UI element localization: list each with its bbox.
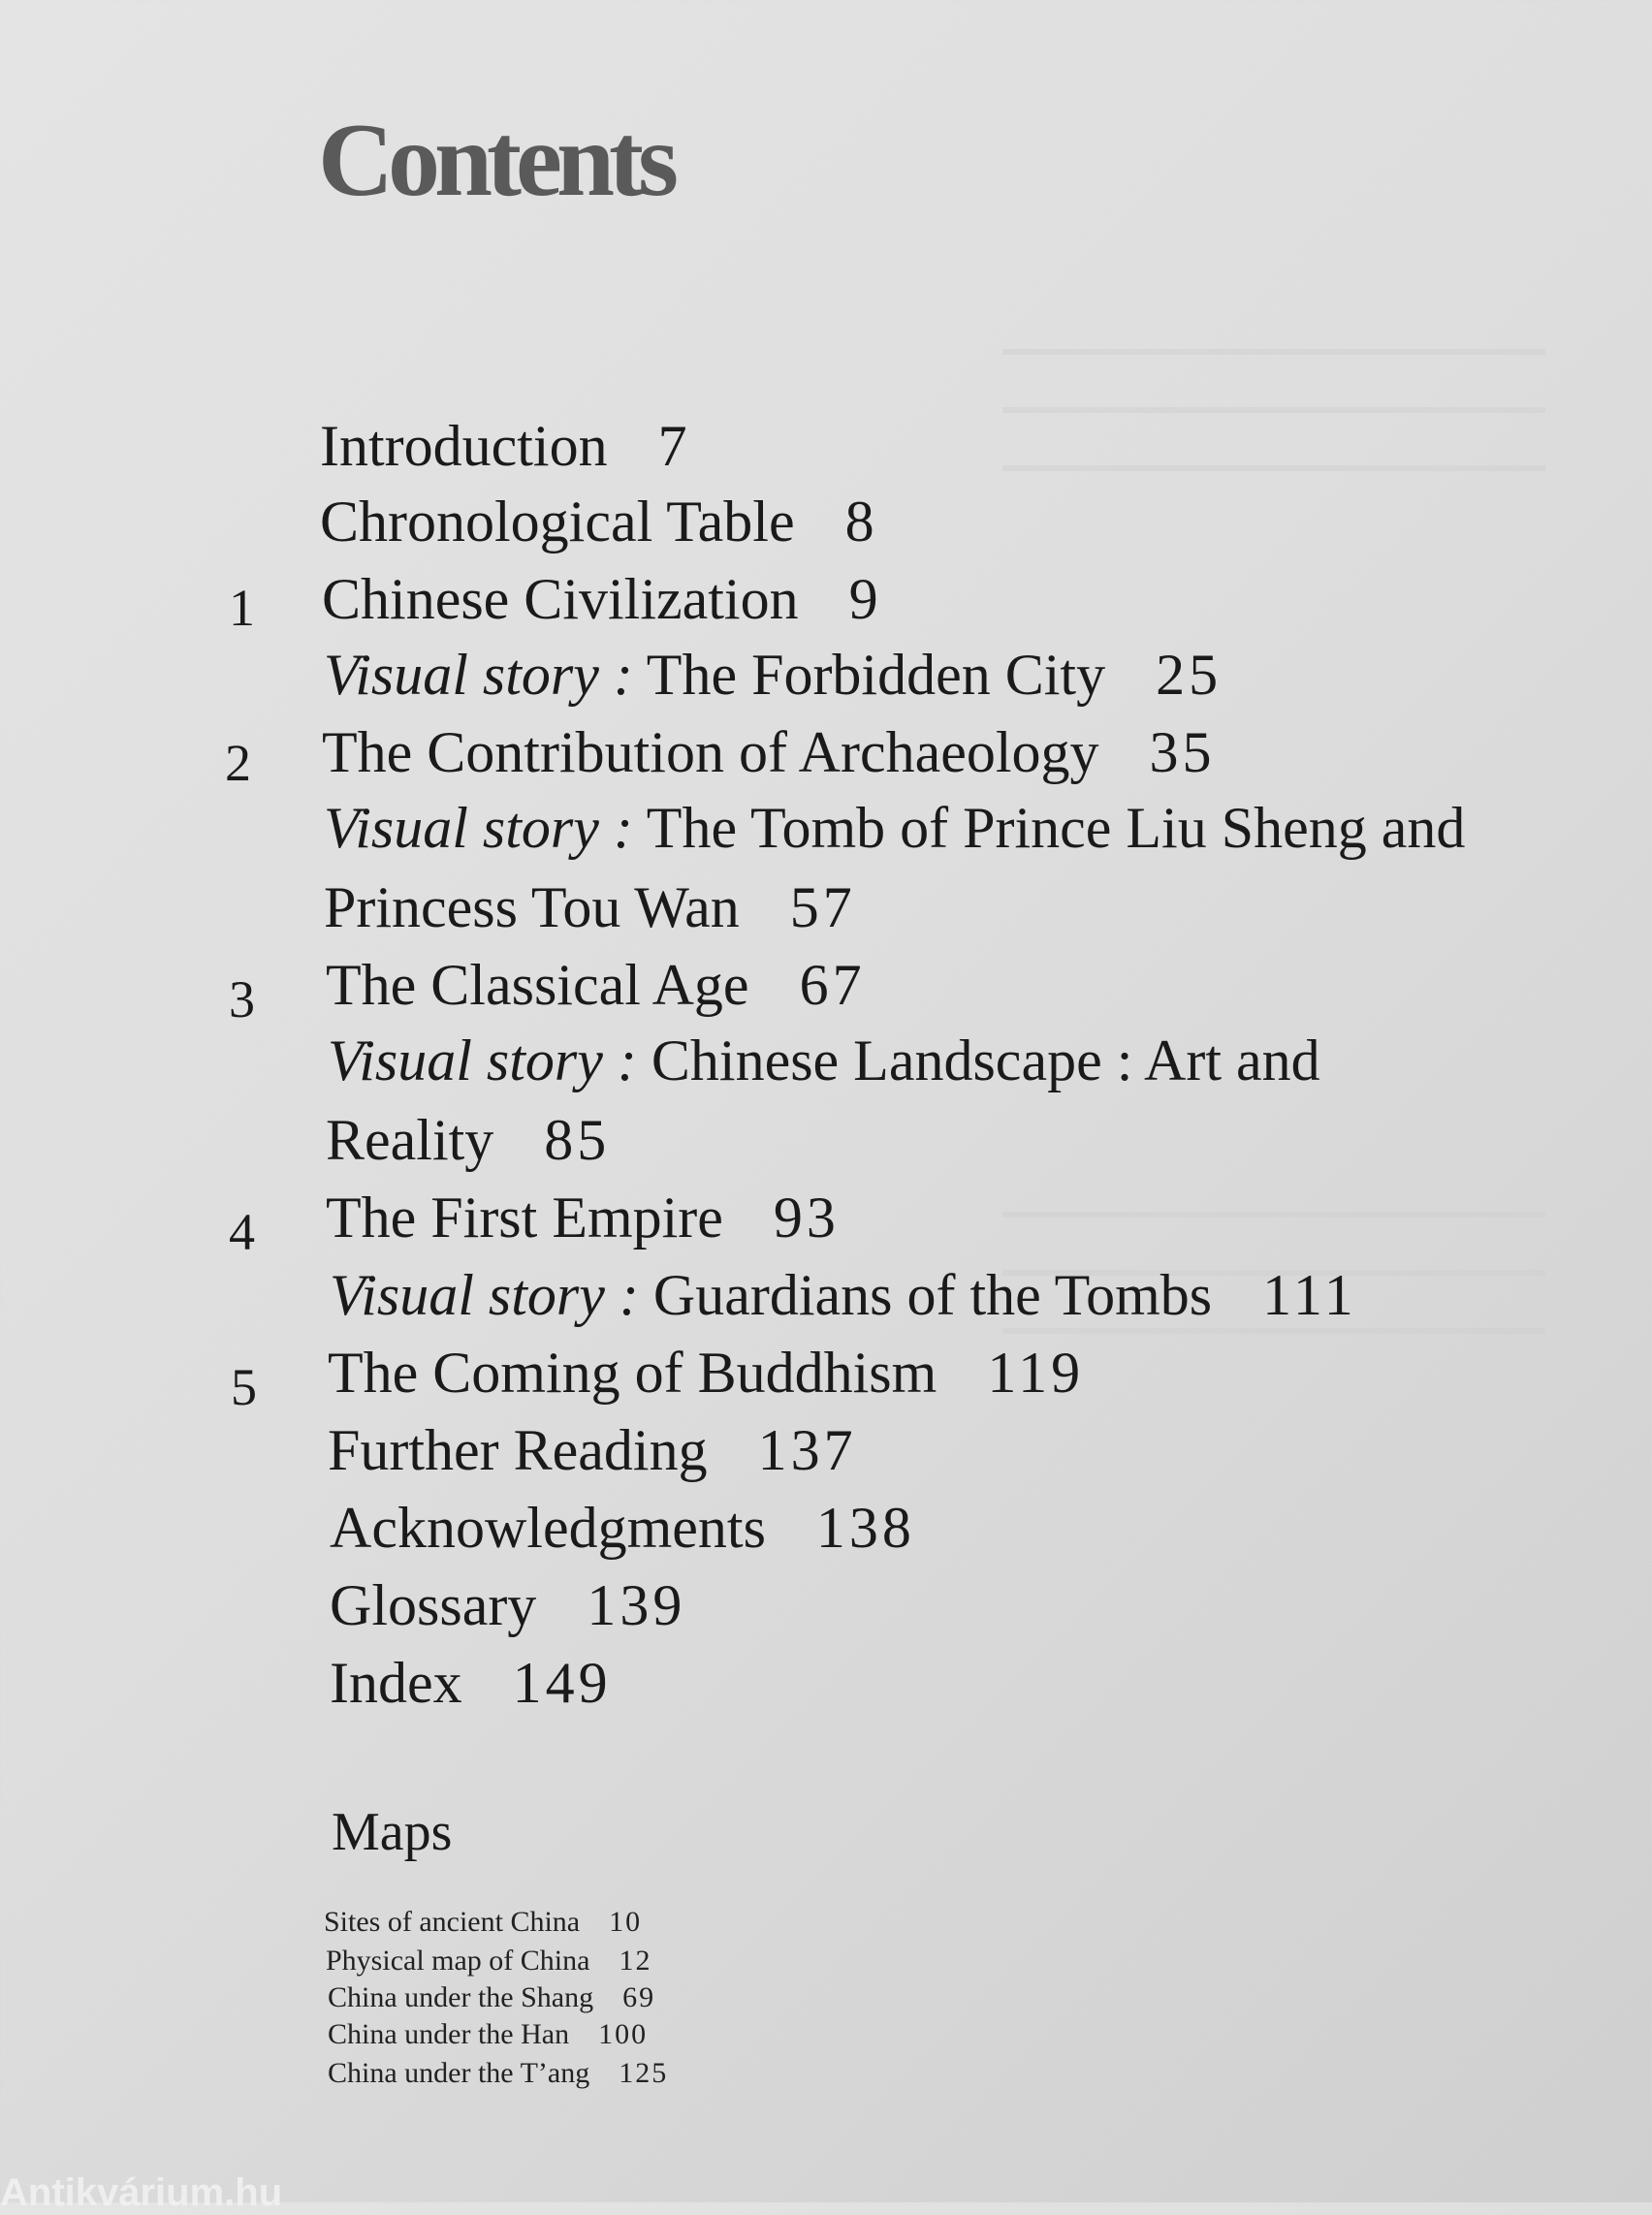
chapter-number: 2 — [225, 734, 251, 792]
bleed-through-line — [1002, 465, 1545, 471]
map-label: China under the Shang — [328, 1981, 594, 2013]
toc-entry-page: 9 — [848, 567, 882, 631]
toc-entry — [324, 875, 856, 939]
toc-entry — [330, 1496, 915, 1560]
toc-entry-page: 149 — [512, 1651, 612, 1715]
visual-story-prefix: Visual story : — [330, 1263, 639, 1327]
toc-entry-label: The Coming of Buddhism — [328, 1341, 937, 1405]
toc-entry-label: Introduction — [320, 414, 608, 478]
toc-entry-page: 139 — [587, 1573, 686, 1637]
toc-entry-label: Princess Tou Wan — [324, 875, 740, 939]
toc-entry-page: 93 — [773, 1186, 840, 1250]
map-page: 125 — [619, 2057, 669, 2089]
chapter-number: 1 — [229, 579, 255, 637]
map-page: 69 — [622, 1981, 656, 2013]
map-label: Sites of ancient China — [324, 1906, 581, 1938]
toc-entry-visual-story — [324, 643, 1223, 707]
maps-heading: Maps — [332, 1802, 453, 1862]
toc-entry-page: 111 — [1262, 1263, 1357, 1327]
toc-entry-label: Glossary — [330, 1573, 537, 1637]
map-list-item — [328, 1983, 655, 2012]
map-list-item — [326, 1946, 651, 1976]
toc-entry — [320, 490, 878, 554]
map-list-item — [328, 2020, 648, 2049]
toc-entry-label: The Tomb of Prince Liu Sheng and — [646, 796, 1466, 860]
toc-entry-label: Reality — [326, 1108, 494, 1172]
bleed-through-line — [1002, 407, 1545, 413]
map-label: China under the T’ang — [328, 2057, 590, 2089]
toc-entry — [330, 1651, 612, 1715]
map-page: 12 — [619, 1945, 652, 1977]
map-list-item — [328, 2059, 668, 2088]
toc-entry — [330, 1573, 686, 1637]
toc-entry-label: Chinese Civilization — [322, 567, 799, 631]
toc-entry-page: 138 — [815, 1496, 915, 1560]
toc-entry — [322, 720, 1216, 784]
map-list-item — [324, 1908, 642, 1937]
chapter-number: 3 — [229, 970, 255, 1028]
page-title: Contents — [318, 103, 674, 219]
chapter-number: 4 — [229, 1203, 255, 1261]
toc-entry — [326, 1108, 611, 1172]
chapter-number: 5 — [231, 1358, 257, 1416]
toc-entry-label: Chronological Table — [320, 490, 795, 554]
watermark: Antikvárium.hu — [0, 2171, 283, 2214]
toc-entry-label: Guardians of the Tombs — [652, 1263, 1213, 1327]
toc-entry-visual-story — [324, 796, 1466, 860]
map-page: 100 — [598, 2018, 649, 2050]
visual-story-prefix: Visual story : — [324, 796, 633, 860]
toc-entry-label: The First Empire — [326, 1186, 723, 1250]
bleed-through-line — [1002, 1212, 1545, 1218]
toc-entry-page: 85 — [544, 1108, 611, 1172]
toc-entry-visual-story — [328, 1028, 1320, 1092]
toc-entry — [322, 567, 882, 631]
toc-entry-label: Further Reading — [328, 1418, 708, 1482]
map-page: 10 — [609, 1906, 643, 1938]
toc-entry-page: 57 — [789, 875, 856, 939]
toc-entry — [328, 1418, 857, 1482]
map-label: Physical map of China — [326, 1945, 590, 1977]
toc-entry-label: The Contribution of Archaeology — [322, 720, 1099, 784]
toc-entry-visual-story — [330, 1263, 1357, 1327]
toc-entry — [326, 953, 866, 1017]
toc-entry-label: The Forbidden City — [646, 643, 1106, 707]
toc-entry-page: 25 — [1156, 643, 1223, 707]
toc-entry-label: Chinese Landscape : Art and — [651, 1028, 1320, 1092]
visual-story-prefix: Visual story : — [328, 1028, 637, 1092]
toc-entry — [326, 1186, 840, 1250]
toc-entry-page: 67 — [799, 953, 866, 1017]
bleed-through-line — [1002, 1328, 1545, 1334]
toc-entry-page: 119 — [987, 1341, 1085, 1405]
toc-entry-page: 35 — [1149, 720, 1216, 784]
toc-entry-label: Acknowledgments — [330, 1496, 766, 1560]
toc-entry — [320, 414, 691, 478]
map-label: China under the Han — [328, 2018, 570, 2050]
toc-entry-page: 137 — [757, 1418, 857, 1482]
bleed-through-line — [1002, 349, 1545, 355]
toc-entry-page: 7 — [657, 414, 691, 478]
toc-entry-label: Index — [330, 1651, 462, 1715]
toc-entry-label: The Classical Age — [326, 953, 749, 1017]
visual-story-prefix: Visual story : — [324, 643, 633, 707]
toc-entry — [328, 1341, 1085, 1405]
toc-entry-page: 8 — [844, 490, 878, 554]
